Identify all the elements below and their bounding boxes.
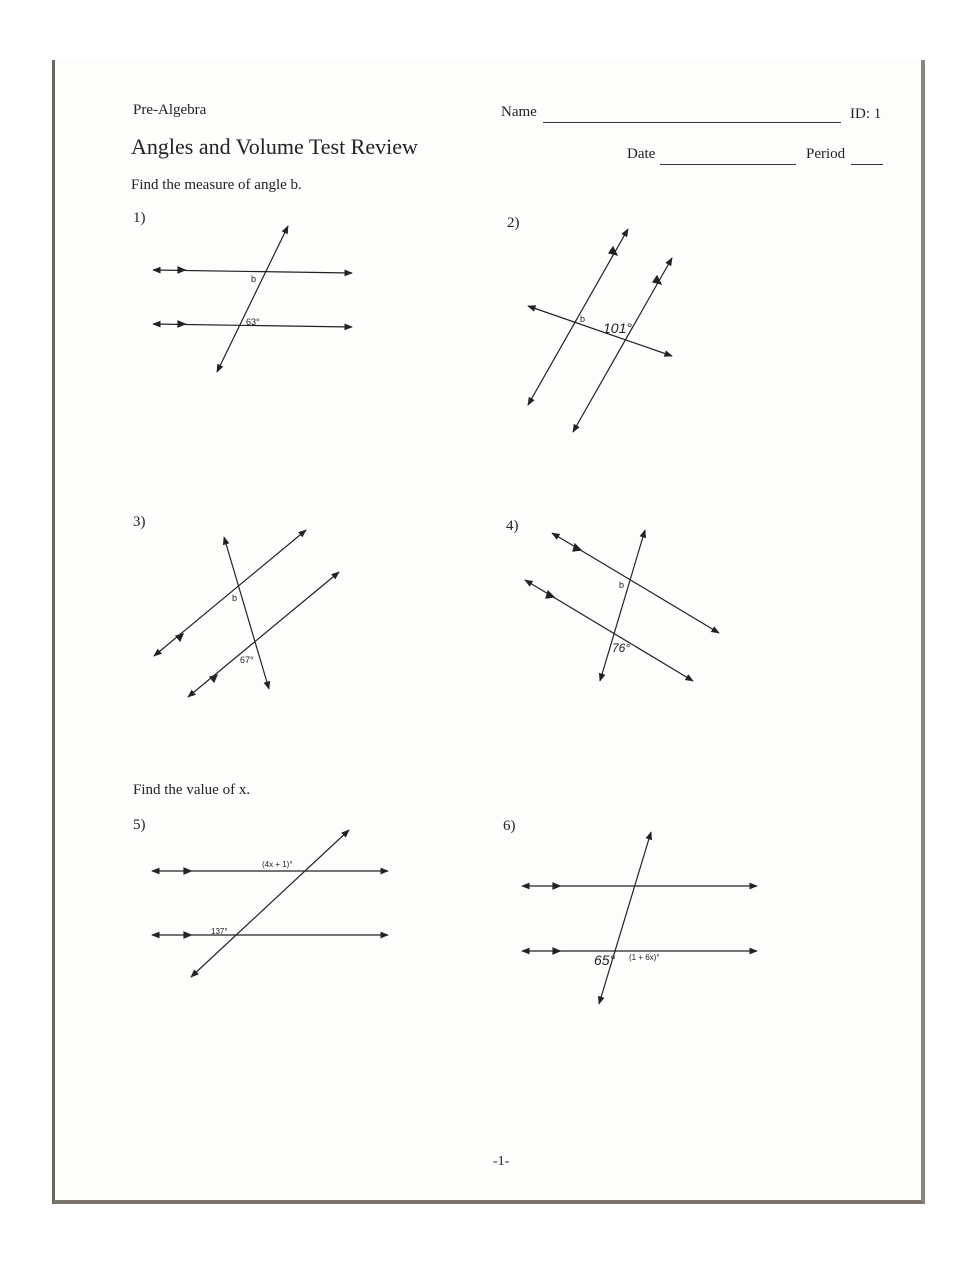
id-label: ID: 1	[850, 106, 882, 122]
diagram-4	[525, 530, 719, 681]
p3-label-b: b	[232, 593, 238, 603]
worksheet-title: Angles and Volume Test Review	[131, 134, 418, 159]
p2-label-b: b	[580, 314, 586, 324]
diagram-3	[154, 530, 339, 697]
date-label: Date	[627, 146, 656, 162]
page-number: -1-	[493, 1154, 510, 1169]
instruction-angle-b: Find the measure of angle b.	[131, 177, 302, 193]
problem-2-number: 2)	[507, 215, 520, 231]
p5-label-angle: 137°	[211, 927, 228, 936]
period-label: Period	[806, 146, 846, 162]
name-label: Name	[501, 104, 537, 120]
problem-4-number: 4)	[506, 518, 519, 534]
p6-label-angle: 65°	[594, 952, 616, 968]
problem-6-number: 6)	[503, 818, 516, 834]
problem-1-number: 1)	[133, 210, 146, 226]
p4-label-b: b	[619, 580, 625, 590]
instruction-find-x: Find the value of x.	[133, 782, 251, 798]
course-name: Pre-Algebra	[133, 102, 207, 118]
diagram-2	[528, 229, 672, 432]
p3-label-angle: 67°	[240, 655, 254, 665]
diagram-6	[522, 832, 757, 1004]
p4-label-angle: 76°	[612, 641, 631, 655]
problem-3-number: 3)	[133, 514, 146, 530]
diagram-1	[153, 226, 352, 372]
problem-5-number: 5)	[133, 817, 146, 833]
diagram-5	[152, 830, 388, 977]
p1-label-angle: 63°	[246, 317, 260, 327]
p5-label-expr: (4x + 1)°	[262, 860, 293, 869]
p1-label-b: b	[251, 274, 257, 284]
p6-label-expr: (1 + 6x)°	[629, 953, 660, 962]
p2-label-angle: 101°	[603, 320, 632, 336]
